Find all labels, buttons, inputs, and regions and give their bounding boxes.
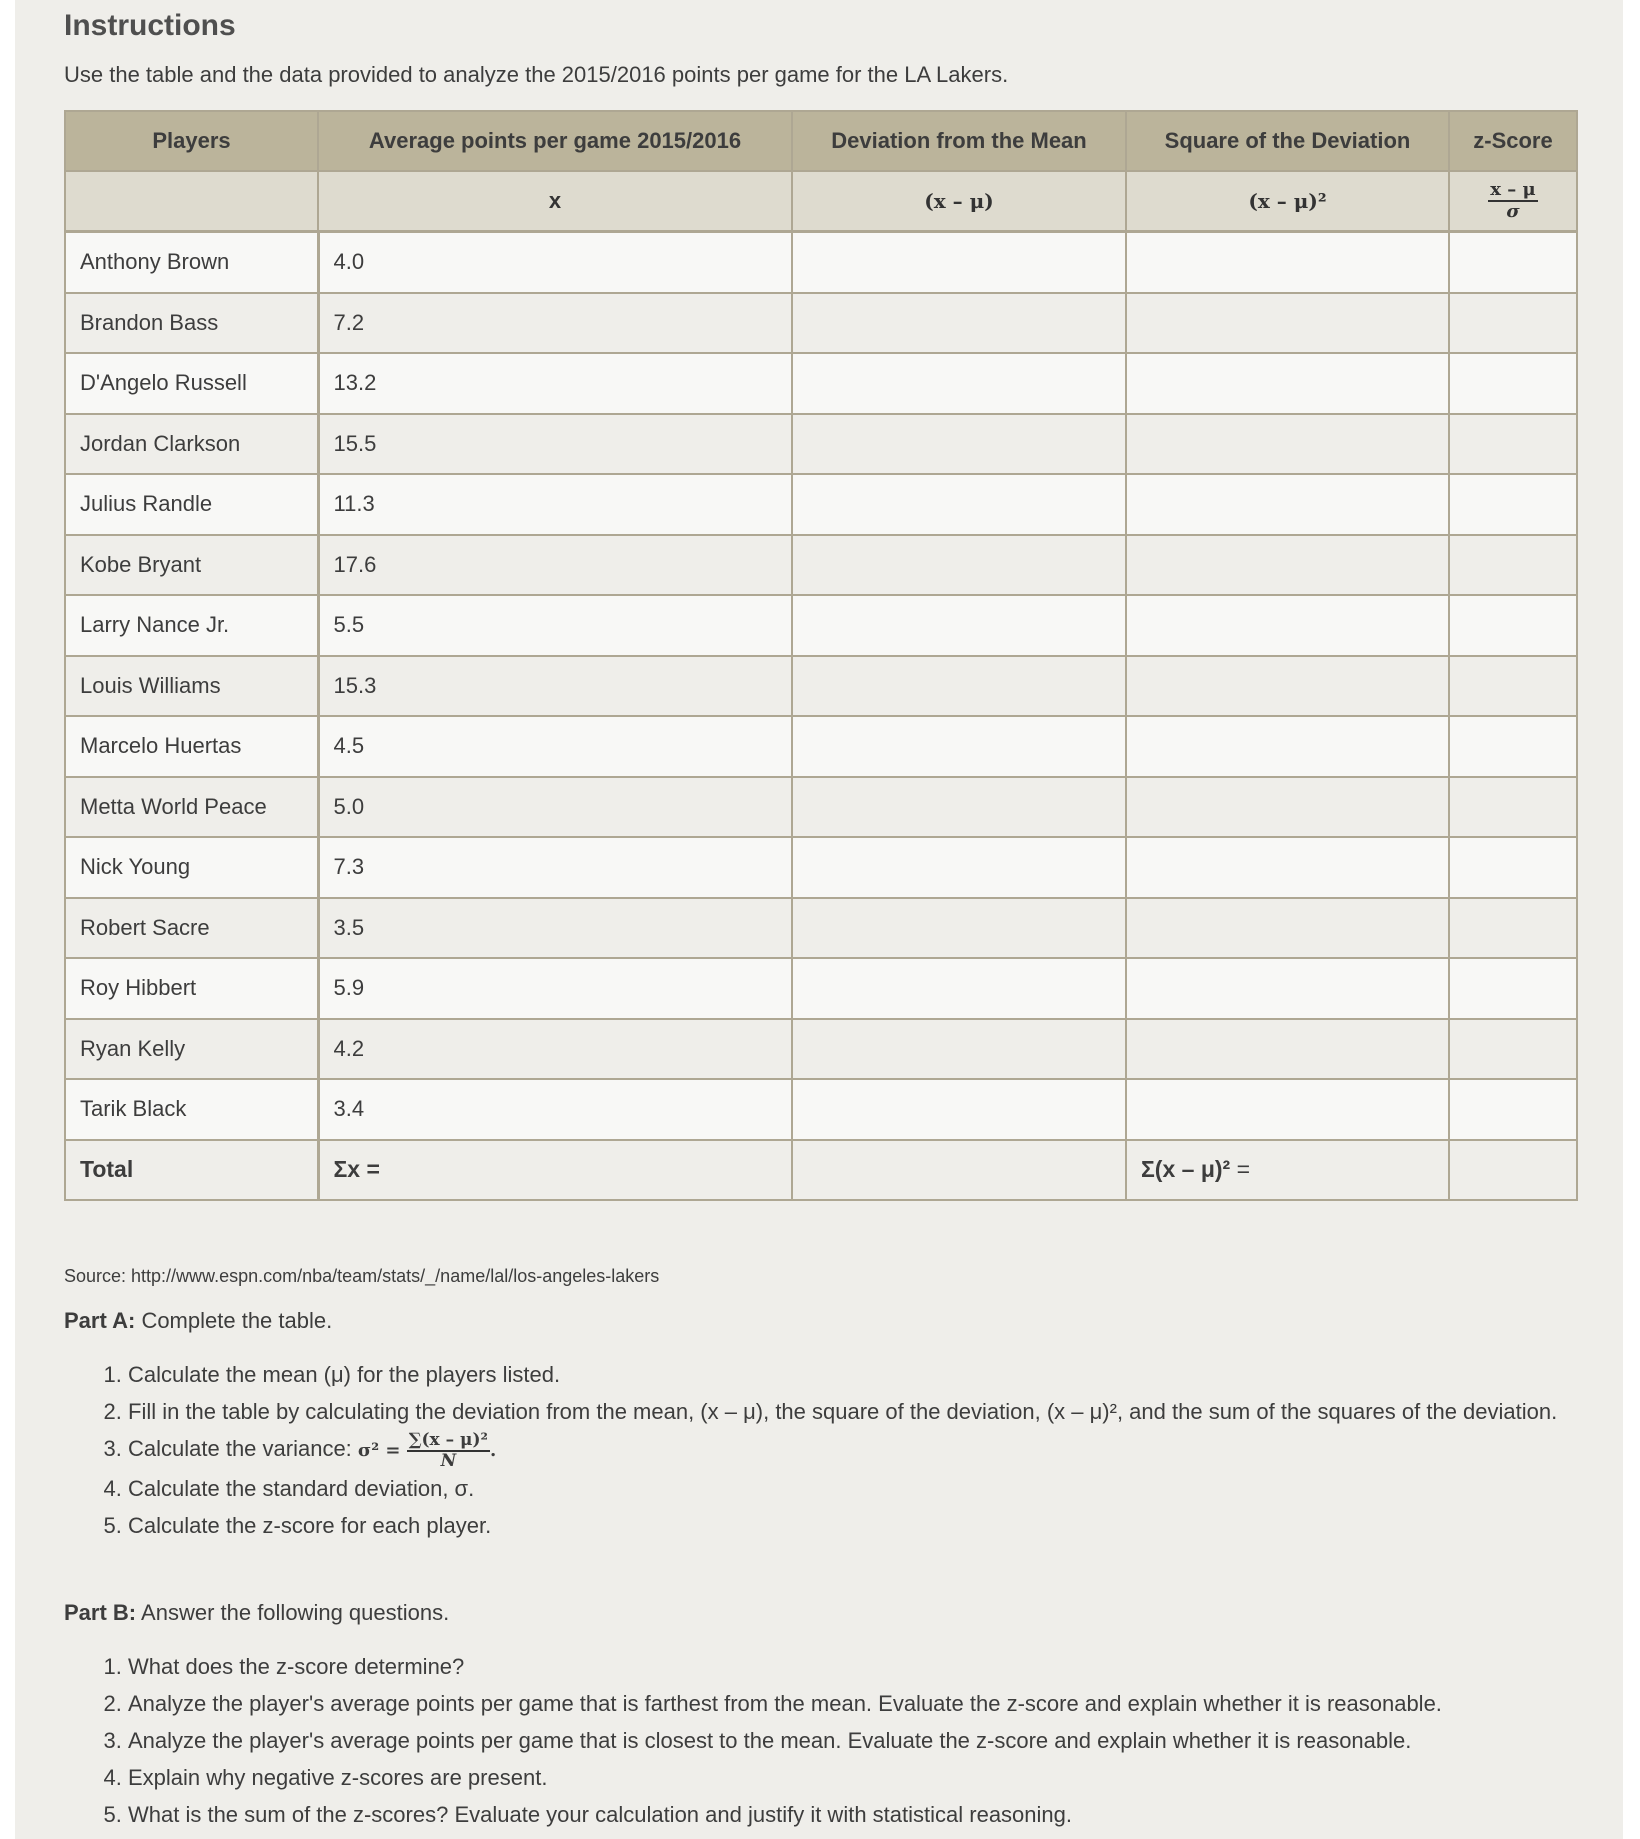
points-cell: 4.0	[318, 232, 792, 293]
header-average-points: Average points per game 2015/2016	[318, 111, 792, 171]
variance-denominator: N	[440, 1451, 457, 1471]
z-denominator: σ	[1506, 201, 1520, 222]
part-b-question: 2. Analyze the player's average points per game that is farthest from the mean. Evaluate the z-score and explain whether it is reasonable.	[128, 1685, 1578, 1722]
table-row	[65, 1079, 1577, 1140]
square-cell	[1126, 293, 1449, 354]
deviation-cell	[792, 958, 1126, 1019]
z-score-cell	[1449, 656, 1577, 717]
z-score-cell	[1449, 777, 1577, 838]
points-cell: 15.5	[318, 414, 792, 475]
square-cell	[1126, 1019, 1449, 1080]
deviation-cell	[792, 474, 1126, 535]
part-a-step: 2. Fill in the table by calculating the deviation from the mean, (x – μ), the square of the deviation, (x – μ)², and the sum of the squares of the deviation.	[128, 1393, 1578, 1430]
part-a-step: 5. Calculate the z-score for each player.	[128, 1507, 1578, 1544]
subheader-empty	[65, 171, 318, 232]
square-cell	[1126, 353, 1449, 414]
square-cell	[1126, 474, 1449, 535]
player-name-cell: Anthony Brown	[65, 232, 318, 293]
deviation-cell	[792, 293, 1126, 354]
table-row	[65, 1019, 1577, 1080]
square-cell	[1126, 716, 1449, 777]
deviation-cell	[792, 898, 1126, 959]
player-name-cell: Marcelo Huertas	[65, 716, 318, 777]
player-name-cell: Ryan Kelly	[65, 1019, 318, 1080]
part-a-step: 1. Calculate the mean (μ) for the players listed.	[128, 1356, 1578, 1393]
deviation-cell	[792, 595, 1126, 656]
player-name-cell: Louis Williams	[65, 656, 318, 717]
player-name-cell: Brandon Bass	[65, 293, 318, 354]
square-cell	[1126, 414, 1449, 475]
square-cell	[1126, 777, 1449, 838]
header-deviation: Deviation from the Mean	[792, 111, 1126, 171]
total-label: Total	[65, 1140, 318, 1201]
sum-x-cell: Σx =	[318, 1140, 792, 1201]
deviation-cell	[792, 837, 1126, 898]
part-b-heading	[64, 1600, 449, 1626]
points-cell: 4.5	[318, 716, 792, 777]
part-b-question: 1. What does the z-score determine?	[128, 1648, 1578, 1685]
header-players: Players	[65, 111, 318, 171]
table-row	[65, 958, 1577, 1019]
deviation-cell	[792, 716, 1126, 777]
player-name-cell: Larry Nance Jr.	[65, 595, 318, 656]
deviation-cell	[792, 1079, 1126, 1140]
z-score-cell	[1449, 1079, 1577, 1140]
part-b-questions	[64, 1648, 1578, 1833]
table-row	[65, 535, 1577, 596]
z-score-cell	[1449, 293, 1577, 354]
points-cell: 5.9	[318, 958, 792, 1019]
z-score-cell	[1449, 958, 1577, 1019]
total-deviation-cell	[792, 1140, 1126, 1201]
points-cell: 7.3	[318, 837, 792, 898]
part-a-heading	[64, 1308, 332, 1334]
player-name-cell: Jordan Clarkson	[65, 414, 318, 475]
table-row	[65, 474, 1577, 535]
square-cell	[1126, 898, 1449, 959]
variance-numerator: ∑(x – μ)²	[408, 1430, 488, 1450]
stats-table	[64, 110, 1578, 1201]
part-a-label: Part A:	[64, 1308, 136, 1333]
subheader-z-formula	[1449, 171, 1577, 232]
total-row	[65, 1140, 1577, 1201]
part-b-question: 3. Analyze the player's average points per game that is closest to the mean. Evaluate the z-score and explain whether it is reasonable.	[128, 1722, 1578, 1759]
table-row	[65, 656, 1577, 717]
table-row	[65, 898, 1577, 959]
variance-lhs: σ² =	[357, 1440, 401, 1461]
variance-end: .	[489, 1440, 497, 1461]
z-score-cell	[1449, 716, 1577, 777]
sum-square-label: Σ(x – μ)²	[1141, 1156, 1231, 1183]
points-cell: 15.3	[318, 656, 792, 717]
square-cell	[1126, 232, 1449, 293]
z-score-cell	[1449, 535, 1577, 596]
intro-text: Use the table and the data provided to analyze the 2015/2016 points per game for the LA Lakers.	[64, 62, 1009, 87]
player-name-cell: Metta World Peace	[65, 777, 318, 838]
sum-square-equals: =	[1236, 1156, 1251, 1183]
points-cell: 13.2	[318, 353, 792, 414]
player-name-cell: Tarik Black	[65, 1079, 318, 1140]
part-a-step: 4. Calculate the standard deviation, σ.	[128, 1470, 1578, 1507]
points-cell: 5.5	[318, 595, 792, 656]
table-row	[65, 293, 1577, 354]
page-title: Instructions	[64, 9, 236, 42]
table-subheader-row	[65, 171, 1577, 232]
z-score-cell	[1449, 232, 1577, 293]
table-row	[65, 777, 1577, 838]
square-cell	[1126, 958, 1449, 1019]
part-a-step-variance	[128, 1430, 1578, 1470]
deviation-cell	[792, 232, 1126, 293]
table-row	[65, 232, 1577, 293]
part-b-label: Part B:	[64, 1600, 137, 1625]
z-score-cell	[1449, 595, 1577, 656]
player-name-cell: Nick Young	[65, 837, 318, 898]
table-row	[65, 414, 1577, 475]
points-cell: 3.4	[318, 1079, 792, 1140]
table-row	[65, 716, 1577, 777]
square-cell	[1126, 535, 1449, 596]
square-cell	[1126, 656, 1449, 717]
z-numerator: x – μ	[1490, 179, 1536, 200]
variance-step-text: Calculate the variance:	[128, 1436, 352, 1461]
points-cell: 3.5	[318, 898, 792, 959]
source-citation: Source: http://www.espn.com/nba/team/stats/_/name/lal/los-angeles-lakers	[64, 1266, 660, 1286]
sum-square-cell	[1126, 1140, 1449, 1201]
z-score-cell	[1449, 1019, 1577, 1080]
z-score-cell	[1449, 414, 1577, 475]
points-cell: 17.6	[318, 535, 792, 596]
part-b-question: 4. Explain why negative z-scores are present.	[128, 1759, 1578, 1796]
deviation-cell	[792, 535, 1126, 596]
page	[15, 0, 1623, 1839]
header-z-score: z-Score	[1449, 111, 1577, 171]
part-a-text: Complete the table.	[141, 1308, 333, 1333]
table-header-row	[65, 111, 1577, 171]
points-cell: 7.2	[318, 293, 792, 354]
player-name-cell: D'Angelo Russell	[65, 353, 318, 414]
deviation-cell	[792, 777, 1126, 838]
table-row	[65, 837, 1577, 898]
z-score-cell	[1449, 898, 1577, 959]
header-square-deviation: Square of the Deviation	[1126, 111, 1449, 171]
z-score-cell	[1449, 837, 1577, 898]
table-row	[65, 353, 1577, 414]
points-cell: 11.3	[318, 474, 792, 535]
variance-fraction	[407, 1432, 490, 1470]
square-cell	[1126, 595, 1449, 656]
deviation-cell	[792, 353, 1126, 414]
z-score-cell	[1449, 474, 1577, 535]
z-score-fraction	[1488, 181, 1537, 221]
square-cell	[1126, 1079, 1449, 1140]
points-cell: 4.2	[318, 1019, 792, 1080]
variance-formula	[357, 1430, 497, 1471]
square-cell	[1126, 837, 1449, 898]
subheader-deviation: (x – μ)	[792, 171, 1126, 232]
z-score-cell	[1449, 353, 1577, 414]
part-a-steps	[64, 1356, 1578, 1544]
deviation-cell	[792, 1019, 1126, 1080]
player-name-cell: Robert Sacre	[65, 898, 318, 959]
subheader-x: x	[318, 171, 792, 232]
points-cell: 5.0	[318, 777, 792, 838]
player-name-cell: Roy Hibbert	[65, 958, 318, 1019]
table-body	[65, 232, 1577, 1201]
table-row	[65, 595, 1577, 656]
subheader-square: (x – μ)²	[1126, 171, 1449, 232]
player-name-cell: Julius Randle	[65, 474, 318, 535]
player-name-cell: Kobe Bryant	[65, 535, 318, 596]
total-z-cell	[1449, 1140, 1577, 1201]
part-b-question: 5. What is the sum of the z-scores? Evaluate your calculation and justify it with statistical reasoning.	[128, 1796, 1578, 1833]
deviation-cell	[792, 414, 1126, 475]
deviation-cell	[792, 656, 1126, 717]
part-b-text: Answer the following questions.	[141, 1600, 450, 1625]
